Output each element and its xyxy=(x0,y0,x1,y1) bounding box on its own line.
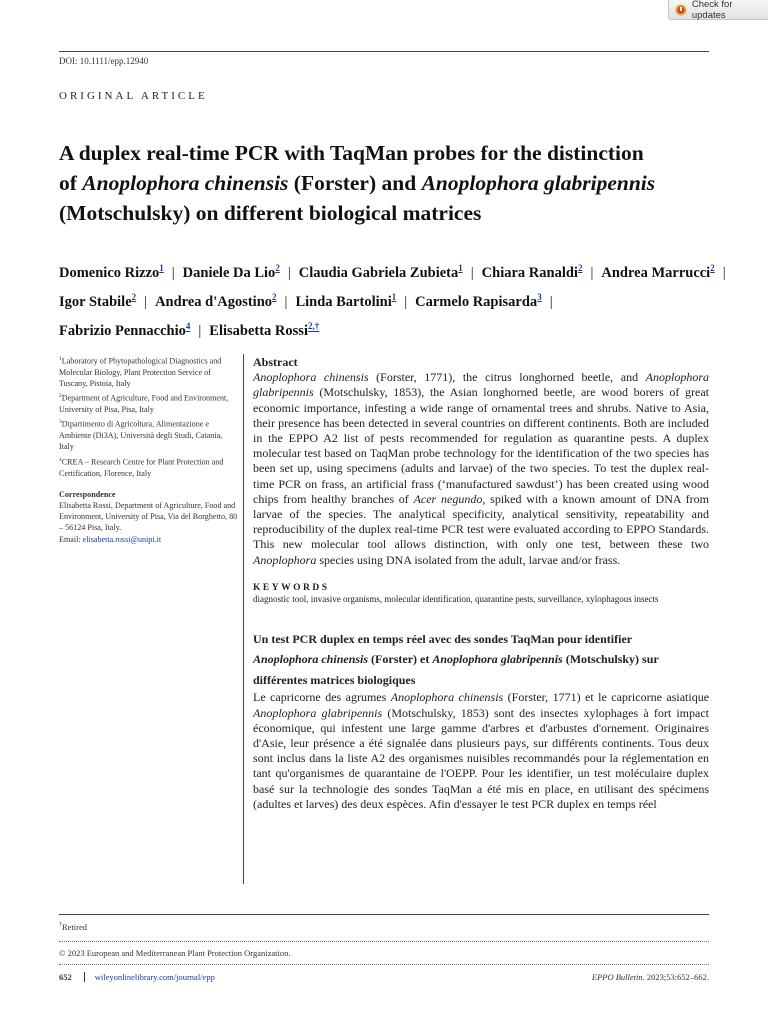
email-link[interactable]: elisabetta.rossi@unipi.it xyxy=(82,534,162,544)
author-name-text: Chiara Ranaldi xyxy=(481,264,578,281)
author-separator: | xyxy=(470,264,474,281)
author-affiliation-link[interactable]: 2 xyxy=(131,292,137,303)
author-name xyxy=(183,265,280,281)
author-name xyxy=(295,294,396,310)
footnote-text: Retired xyxy=(62,922,88,932)
author-list xyxy=(59,256,726,344)
copyright: © 2023 European and Mediterranean Plant Protection Organization. xyxy=(59,948,291,958)
affiliation-number: 1 xyxy=(59,356,62,362)
affiliation xyxy=(59,455,239,479)
author-name-text: Igor Stabile xyxy=(59,294,132,311)
title-line-3: (Motschulsky) on different biological matrices xyxy=(59,201,482,225)
author-name xyxy=(59,265,164,281)
update-badge-icon xyxy=(675,4,687,16)
author-separator: | xyxy=(144,294,148,311)
author-name-text: Claudia Gabriela Zubieta xyxy=(298,264,459,281)
author-name-text: Carmelo Rapisarda xyxy=(415,294,538,311)
author-separator: | xyxy=(722,264,726,281)
affiliation xyxy=(59,417,239,452)
email-label: Email: xyxy=(59,534,83,544)
title-line-2-prefix: of xyxy=(59,171,83,195)
author-name xyxy=(59,323,190,339)
author-name xyxy=(59,294,136,310)
author-name xyxy=(299,265,463,281)
affiliation xyxy=(59,354,239,389)
author-name xyxy=(482,265,583,281)
abstract-part-2: (Motschulsky, 1853), the Asian longhorned beetle, are wood borers of great economic importance, infesting a wide range of ornamental trees and shrubs. Native to Asia, their presence has been detected in several countries on different continents. Both are included in the EPPO A2 list of pests recommended for regulation as quarantine pests. A duplex molecular test based on TaqMan probe technology for the identification of the two species has been set up, using specimens (adults and larvae) of the two species. To test the duplex real-time PCR on frass, an artificial frass (‘manufactured sawdust’) has been created using wood chips from healthy branches of xyxy=(253,385,709,506)
author-name-text: Daniele Da Lio xyxy=(182,264,276,281)
french-part-0: Le capricorne des agrumes xyxy=(253,690,391,705)
column-divider xyxy=(243,354,244,884)
journal-citation xyxy=(592,972,709,982)
journal-name: EPPO Bulletin xyxy=(591,972,643,982)
author-affiliation-link[interactable]: 1 xyxy=(159,263,164,273)
footnote-mark: † xyxy=(59,922,62,929)
author-separator: | xyxy=(171,264,175,281)
journal-link[interactable]: wileyonlinelibrary.com/journal/epp xyxy=(84,972,215,982)
affiliation-text: Dipartimento di Agricoltura, Alimentazione e Ambiente (Di3A), Università degli Studi, Catania, Italy xyxy=(59,420,223,452)
author-affiliation-link[interactable]: 3 xyxy=(537,292,542,303)
title-species-2: Anoplophora glabripennis xyxy=(421,171,656,195)
author-name xyxy=(415,294,542,310)
abstract-genus: Anoplophora xyxy=(253,552,317,567)
author-name-text: Andrea Marrucci xyxy=(601,264,711,281)
abstract-species-2: Anoplophora glabripennis xyxy=(253,370,709,400)
french-title-part-2: (Motschulsky) sur différentes matrices biologiques xyxy=(253,652,659,687)
keywords-heading: KEYWORDS xyxy=(253,582,330,593)
correspondence-heading: Correspondence xyxy=(59,489,116,499)
author-name-text: Andrea d'Agostino xyxy=(155,294,273,311)
french-species-2: Anoplophora glabripennis xyxy=(253,705,383,720)
top-rule xyxy=(59,51,709,52)
author-name-text: Fabrizio Pennacchio xyxy=(59,323,186,340)
author-name-text: Linda Bartolini xyxy=(295,294,392,311)
title-line-2-middle: (Forster) and xyxy=(288,171,422,195)
affiliation-number: 4 xyxy=(59,456,62,463)
author-affiliation-link[interactable]: 4 xyxy=(185,321,191,332)
footnote-rule xyxy=(59,914,709,915)
page-number: 652 xyxy=(59,972,72,982)
french-abstract-text xyxy=(253,690,709,812)
affiliation-text: Department of Agriculture, Food and Environment, University of Pisa, Pisa, Italy xyxy=(59,393,229,415)
affiliation-text: Laboratory of Phytopathological Diagnostics and Molecular Biology, Plant Protection Service of Tuscany, Pistoia, Italy xyxy=(59,356,222,389)
check-for-updates-button[interactable] xyxy=(668,0,768,20)
affiliation-list xyxy=(59,354,239,479)
french-title-species-2: Anoplophora glabripennis xyxy=(432,652,563,667)
affiliation-number: 2 xyxy=(59,393,62,400)
french-part-2: (Motschulsky, 1853) sont des insectes xylophages à fort impact économique, qui infestent une large gamme d'arbres et d'arbustes d'ornement. Originaires d'Asie, leur présence a été signalée dans plusieurs pays, sur différents continents. Tous deux sont inclus dans la liste A2 des organismes nuisibles recommandés pour la réglementation en tant qu'organismes de quarantaine de l'OEPP. Pour les identifier, un test moléculaire duplex basé sur la technologie des sondes TaqMan a été mis en place, en utilisant des spécimens (adultes et larves) des deux espèces. Afin d'essayer le test PCR duplex en temps réel xyxy=(253,705,709,811)
author-affiliation-link[interactable]: 2 xyxy=(275,263,280,273)
keywords-text: diagnostic tool, invasive organisms, molecular identification, quarantine pests, surveillance, xylophagous insects xyxy=(253,593,659,604)
abstract-heading: Abstract xyxy=(253,355,298,369)
author-name xyxy=(601,265,714,281)
french-title-species-1: Anoplophora chinensis xyxy=(253,652,369,667)
abstract-part-1: (Forster, 1771), the citrus longhorned beetle, and xyxy=(368,370,646,385)
affiliations-column xyxy=(59,354,239,545)
author-name-text: Domenico Rizzo xyxy=(59,264,160,281)
correspondence-text: Elisabetta Rossi, Department of Agriculture, Food and Environment, University of Pisa, Via del Borghetto, 80 – 56124 Pisa, Italy. xyxy=(59,500,238,533)
author-name xyxy=(155,294,276,310)
author-affiliation-link[interactable]: 2 xyxy=(272,292,277,303)
author-separator: | xyxy=(198,323,202,340)
french-species-1: Anoplophora chinensis xyxy=(390,690,504,705)
author-separator: | xyxy=(287,264,291,281)
french-title-line-1: Un test PCR duplex en temps réel avec des sondes TaqMan pour identifier xyxy=(253,631,633,646)
abstract-part-3: , spiked with a known amount of DNA from larvae of the species. The analytical specificity, analytical sensitivity, repeatability and reproducibility of the duplex real-time PCR test were evaluated according to EPPO Standards. This new molecular tool allows distinction, with only one test, between these two xyxy=(253,491,709,552)
correspondence-email xyxy=(59,534,239,545)
abstract-species-3: Acer negundo xyxy=(413,491,483,506)
author-name-text: Elisabetta Rossi xyxy=(209,323,308,340)
footnote xyxy=(59,922,87,932)
affiliation-text: CREA – Research Centre for Plant Protection and Certification, Florence, Italy xyxy=(59,457,224,478)
author-separator: | xyxy=(549,294,553,311)
author-affiliation-link[interactable]: 1 xyxy=(391,292,397,303)
article-title xyxy=(59,138,719,228)
footer-divider xyxy=(59,964,709,965)
title-line-1: A duplex real-time PCR with TaqMan probes for the distinction xyxy=(59,141,644,165)
abstract-species-1: Anoplophora chinensis xyxy=(253,370,369,385)
abstract-part-4: species using DNA isolated from the adult, larvae and/or frass. xyxy=(316,552,621,567)
citation-details: . 2023;53:652–662. xyxy=(642,972,709,982)
author-separator: | xyxy=(590,264,594,281)
author-separator: | xyxy=(404,294,408,311)
french-title-part-1: (Forster) et xyxy=(368,652,433,667)
abstract-column xyxy=(253,355,709,812)
author-name xyxy=(209,323,319,339)
author-affiliation-link[interactable]: 2 xyxy=(577,263,583,273)
doi: DOI: 10.1111/epp.12940 xyxy=(59,56,149,66)
french-title xyxy=(253,629,709,691)
author-affiliation-link[interactable]: 1 xyxy=(458,263,463,273)
title-species-1: Anoplophora chinensis xyxy=(82,171,289,195)
copyright-divider xyxy=(59,941,709,942)
page-footer xyxy=(59,972,709,982)
affiliation-number: 3 xyxy=(59,419,62,426)
abstract-text xyxy=(253,370,709,568)
author-separator: | xyxy=(284,294,288,311)
check-updates-label: Check for updates xyxy=(691,0,733,21)
author-affiliation-link[interactable]: 2 xyxy=(710,263,715,273)
article-type: ORIGINAL ARTICLE xyxy=(59,90,208,102)
french-part-1: (Forster, 1771) et le capricorne asiatique xyxy=(503,690,710,705)
affiliation xyxy=(59,391,239,415)
author-affiliation-link[interactable]: 2,† xyxy=(307,321,320,332)
